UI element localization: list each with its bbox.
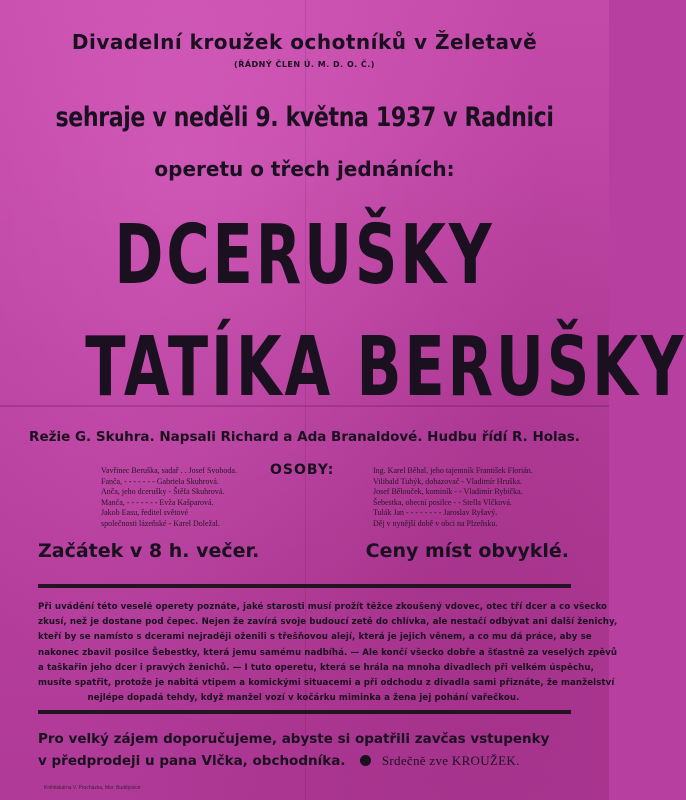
credits-line: Režie G. Skuhra. Napsali Richard a Ada Branaldové. Hudbu řídí R. Holas. — [29, 429, 580, 445]
description-line: Při uvádění této veselé operety poznáte, jaké starosti musí prožít těžce zkoušený vdovec, otec tří dcer a co všecko — [38, 602, 608, 612]
divider-bottom — [38, 710, 571, 714]
cast-row: Vilibald Tuhýk, dohazovač - Vladimír Hruška. — [373, 476, 522, 486]
description-line: kteří by se namísto s dcerami nejraději oženili s třešňovou alejí, která je jejich věnem, a co mu dá práce, aby se — [38, 632, 592, 643]
cast-row: Tulák Jan - - - - - - - - Jaroslav Ryšavý. — [373, 508, 498, 518]
cast-list-right — [373, 466, 538, 530]
cast-row: Jakob Easu, ředitel světové — [101, 508, 189, 518]
divider-top — [38, 584, 571, 588]
description-line: zkusí, než je dostane pod čepec. Nejen že zavírá svoje budoucí zetě do chlívka, ale nestačí odbývat ani další ženichy, — [38, 617, 618, 628]
organization-heading: Divadelní kroužek ochotníků v Želetavě — [71, 30, 538, 54]
cast-row: Manča, - - - - - - - Evža Kašparová. — [101, 497, 214, 507]
title-line-2: TATÍKA BERUŠKY — [85, 320, 686, 415]
description-line: nejlépe dopadá tehdy, když manžel vozí v kočárku miminka a žena jej pohání vařečkou. — [87, 693, 520, 704]
footer-recommendation: Pro velký zájem doporučujeme, abyste si opatřili zavčas vstupenky — [38, 731, 550, 747]
cast-heading: OSOBY: — [270, 462, 335, 478]
cast-row: Vavřinec Beruška, sadař . . Josef Svoboda. — [101, 466, 237, 475]
title-line-1: DCERUŠKY — [114, 208, 495, 303]
printer-imprint: Knihtiskárna V. Procházka, Mor. Budějovice — [44, 785, 141, 791]
description-line: musíte spatřit, protože je nabitá vtipem a komickými situacemi a při odchodu z divadla sami přiznáte, že manželství — [38, 678, 615, 689]
cast-row: společnosti lázeňské - Karel Doležal. — [101, 518, 220, 528]
cast-row: Anča, jeho dcerušky - Štěfa Skuhrová. — [101, 487, 225, 497]
cast-row: Fanča, - - - - - - - Gabriela Skuhrová. — [101, 476, 219, 486]
start-time: Začátek v 8 h. večer. — [38, 540, 260, 562]
membership-note: (ŘÁDNÝ ČLEN Ú. M. D. O. Č.) — [234, 60, 375, 69]
footer-presale — [38, 753, 520, 769]
performance-date-line: sehraje v neděli 9. května 1937 v Radnici — [55, 102, 554, 133]
cast-row: Děj v nynější době v obci na Plzeňsku. — [373, 518, 498, 528]
cast-row: Šebestka, obecní posilce - - Stella Vlčková. — [373, 497, 512, 507]
bullet-dot-icon — [360, 755, 371, 766]
invitation-text: Srdečně zve KROUŽEK. — [381, 753, 520, 768]
description-line: nakonec zbavil posilce Šebestky, která jemu samému nadbíhá. — Ale končí všecko dobře a šťastně za veselých zpěvů — [38, 647, 618, 658]
cast-row: Ing. Karel Běhal, jeho tajemník František Florián. — [373, 466, 533, 475]
cast-row: Josef Bělouček, kominík - - Vladimír Rybička. — [373, 487, 523, 497]
description-paragraph — [38, 600, 618, 706]
cast-list-left — [101, 466, 266, 530]
presale-text: v předprodeji u pana Vlčka, obchodníka. — [38, 753, 346, 769]
ticket-prices: Ceny míst obvyklé. — [365, 540, 569, 562]
description-line: a taškařin jeho dcer i pravých ženichů. — I tuto operetu, která se hrála na mnoha divadlech při velkém úspěchu, — [38, 662, 594, 673]
operetta-line: operetu o třech jednáních: — [154, 157, 455, 181]
